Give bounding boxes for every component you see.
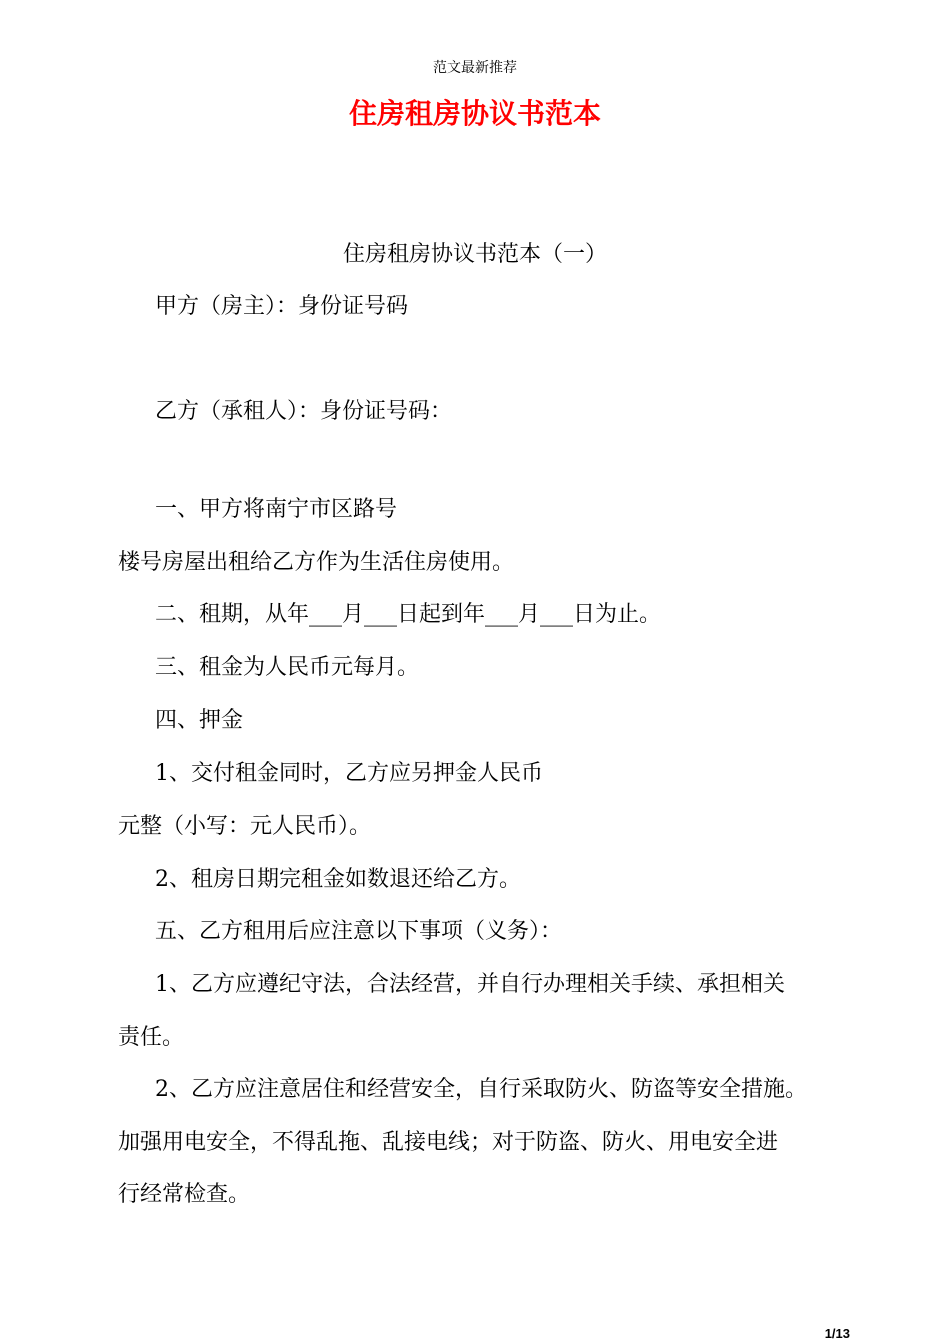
clause-5-item-1-continuation: 责任。: [118, 1025, 185, 1050]
party-a-line: 甲方（房主）：身份证号码: [155, 294, 409, 319]
clause-4-item-1: 1、交付租金同时，乙方应另押金人民币: [155, 761, 543, 786]
document-title: 住房租房协议书范本: [348, 97, 601, 130]
clause-5-item-1: 1、乙方应遵纪守法，合法经营，并自行办理相关手续、承担相关: [155, 972, 785, 997]
clause-1-continuation: 楼号房屋出租给乙方作为生活住房使用。: [118, 550, 515, 575]
party-b-line: 乙方（承租人）：身份证号码：: [155, 399, 453, 424]
header-note: 范文最新推荐: [433, 60, 517, 76]
clause-1-line: 一、甲方将南宁市区路号: [155, 497, 398, 522]
page-number: 1/13: [824, 1326, 850, 1341]
clause-4-item-1-continuation: 元整（小写：元人民币）。: [118, 814, 372, 839]
clause-5-heading: 五、乙方租用后应注意以下事项（义务）：: [155, 919, 563, 944]
section-subtitle: 住房租房协议书范本（一）: [342, 242, 607, 267]
clause-5-item-2: 2、乙方应注意居住和经营安全，自行采取防火、防盗等安全措施。: [155, 1077, 807, 1102]
clause-4-heading: 四、押金: [155, 708, 244, 733]
clause-4-item-2: 2、租房日期完租金如数退还给乙方。: [155, 867, 521, 892]
clause-5-item-2-continuation-2: 行经常检查。: [118, 1182, 251, 1207]
clause-3-line: 三、租金为人民币元每月。: [155, 655, 420, 680]
clause-2-line: 二、租期，从年___月___日起到年___月___日为止。: [155, 602, 662, 627]
clause-5-item-2-continuation-1: 加强用电安全，不得乱拖、乱接电线；对于防盗、防火、用电安全进: [118, 1130, 779, 1155]
